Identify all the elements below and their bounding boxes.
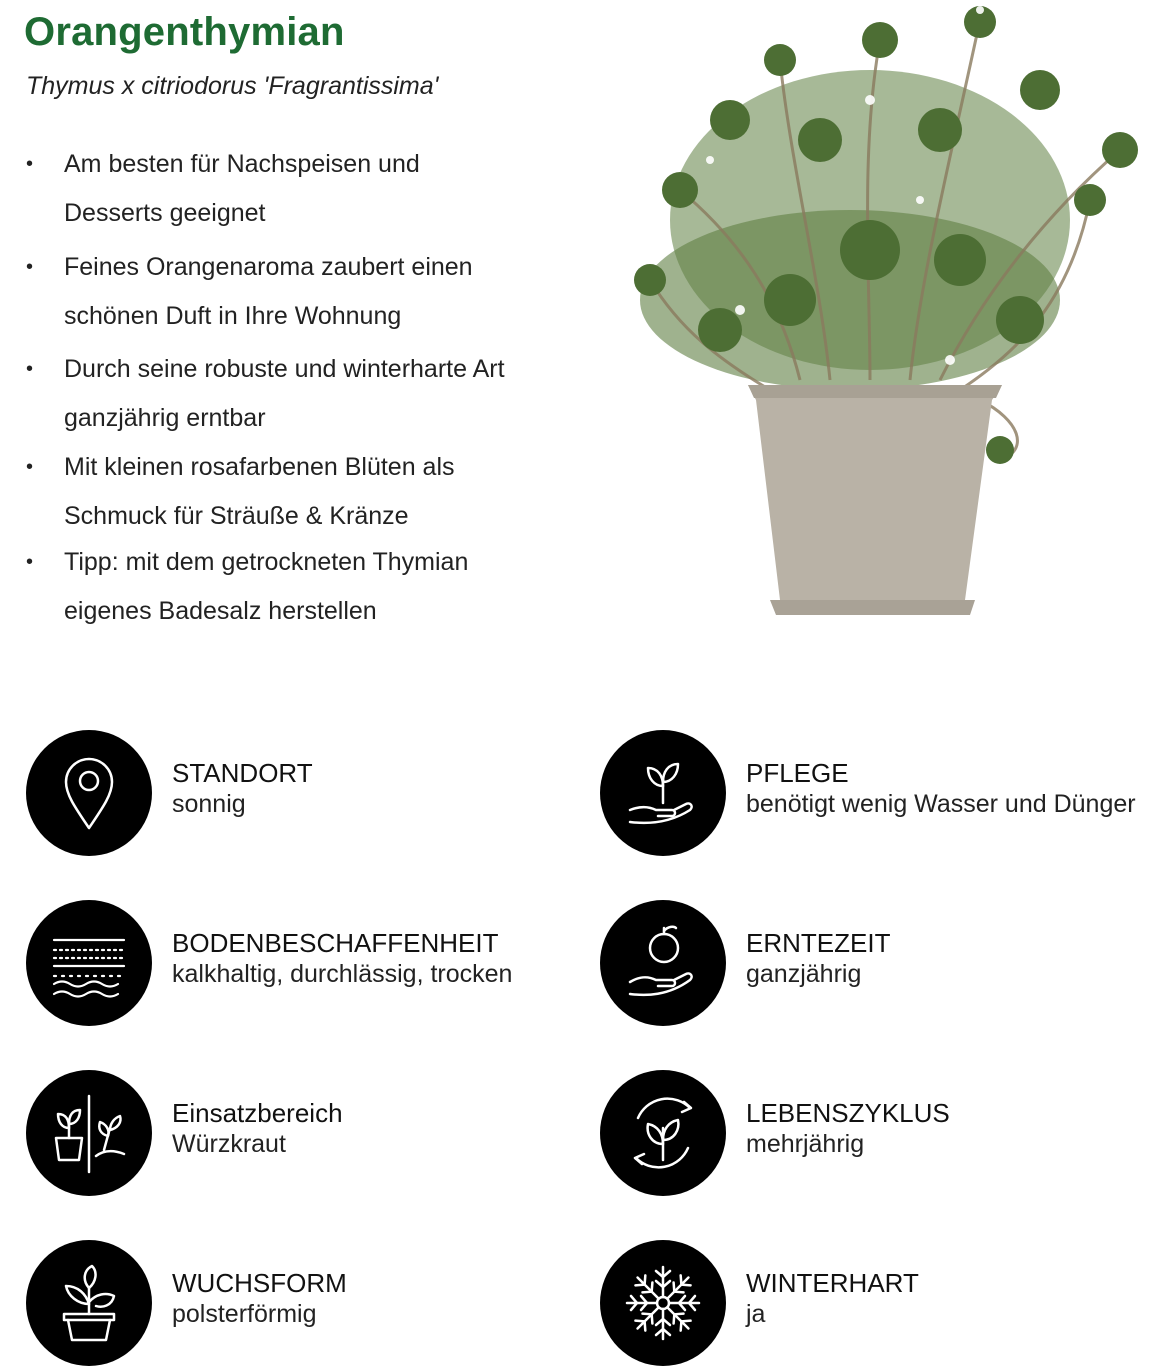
bullet-icon: •	[26, 358, 34, 380]
location-pin-icon	[26, 730, 152, 856]
list-item: • Feines Orangenaroma zaubert einen schönen Duft in Ihre Wohnung	[22, 243, 582, 341]
bullet-icon: •	[26, 153, 34, 175]
property-winterhart	[600, 1240, 1160, 1370]
harvest-hand-fruit-icon	[600, 900, 726, 1026]
product-image	[620, 0, 1150, 640]
bullet-icon: •	[26, 551, 34, 573]
bullet-icon: •	[26, 256, 34, 278]
property-label: BODENBESCHAFFENHEIT	[172, 928, 499, 958]
bullet-icon: •	[26, 456, 34, 478]
list-item: • Am besten für Nachspeisen und Desserts geeignet	[22, 140, 582, 238]
property-bodenbeschaffenheit	[26, 900, 586, 1030]
property-value: sonnig	[172, 790, 246, 818]
property-value: polsterförmig	[172, 1300, 317, 1328]
list-item: • Tipp: mit dem getrockneten Thymian eigenes Badesalz herstellen	[22, 538, 582, 636]
property-value: Würzkraut	[172, 1130, 286, 1158]
property-label: Einsatzbereich	[172, 1098, 343, 1128]
property-erntezeit	[600, 900, 1160, 1030]
property-label: LEBENSZYKLUS	[746, 1098, 950, 1128]
property-value: benötigt wenig Wasser und Dünger	[746, 790, 1136, 818]
property-label: WINTERHART	[746, 1268, 919, 1298]
snowflake-icon	[600, 1240, 726, 1366]
list-item: • Durch seine robuste und winterharte Art ganzjährig erntbar	[22, 345, 582, 443]
plant-care-hand-icon	[600, 730, 726, 856]
property-label: ERNTEZEIT	[746, 928, 891, 958]
property-value: ja	[746, 1300, 766, 1328]
potted-plant-icon	[26, 1240, 152, 1366]
property-label: STANDORT	[172, 758, 313, 788]
lifecycle-sprout-icon	[600, 1070, 726, 1196]
property-value: kalkhaltig, durchlässig, trocken	[172, 960, 513, 988]
pot-and-ground-icon	[26, 1070, 152, 1196]
page-title: Orangenthymian	[24, 10, 345, 54]
list-item: • Mit kleinen rosafarbenen Blüten als Schmuck für Sträuße & Kränze	[22, 443, 582, 541]
property-value: mehrjährig	[746, 1130, 865, 1158]
soil-layers-icon	[26, 900, 152, 1026]
property-einsatzbereich	[26, 1070, 586, 1200]
property-lebenszyklus	[600, 1070, 1160, 1200]
property-standort	[26, 730, 586, 860]
property-wuchsform	[26, 1240, 586, 1370]
property-label: PFLEGE	[746, 758, 849, 788]
property-label: WUCHSFORM	[172, 1268, 347, 1298]
botanical-name: Thymus x citriodorus 'Fragrantissima'	[26, 72, 439, 100]
property-value: ganzjährig	[746, 960, 862, 988]
property-pflege	[600, 730, 1160, 860]
